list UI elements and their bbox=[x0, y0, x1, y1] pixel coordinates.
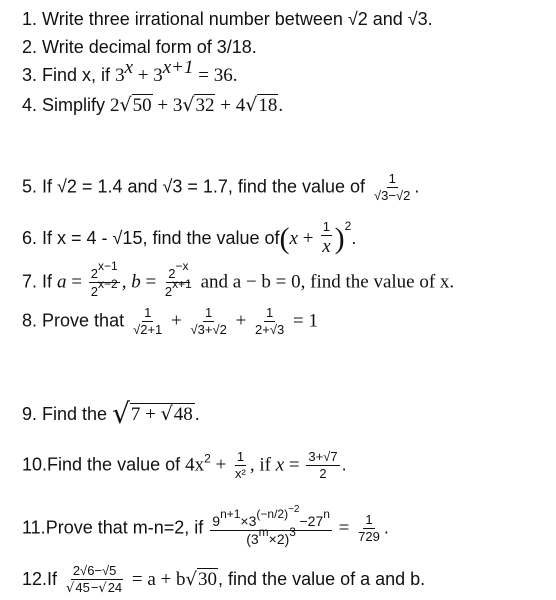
question-12: 12.If $\frac{2√6-√5}{√45-√24}$ = a + b√30, find the value of a and b. bbox=[22, 563, 426, 597]
question-number: 10. bbox=[22, 454, 48, 475]
question-10: 10.Find the value of $4x^2$ + $\frac{1}{\text{x²}}$ , if x = $\frac{3+√7}{2}$ . bbox=[22, 449, 347, 482]
question-text: If √2 = 1.4 and √3 = 1.7, find the value of bbox=[42, 176, 366, 197]
question-text: Write three irrational number between √2 and √3. bbox=[42, 9, 433, 29]
fraction: $\frac{1}{\text{x²}}$ bbox=[235, 449, 246, 482]
question-number: 6. bbox=[22, 227, 38, 248]
question-11: 11.Prove that m-n=2, if $\frac{9^{n+1}\times 3^{(-n/2)^{-2}}-27^n}{(3^m\times 2)^3}$ = $\frac{1}{729}$ . bbox=[22, 504, 389, 548]
question-number: 4. bbox=[22, 95, 38, 115]
question-text: Prove that m-n=2, if bbox=[45, 517, 209, 538]
question-text: If x = 4 - √15, find the value of bbox=[42, 227, 280, 248]
question-text: Write decimal form of 3/18. bbox=[42, 37, 257, 57]
fraction: $\frac{3+√7}{2}$ bbox=[308, 449, 338, 482]
question-number: 8. bbox=[22, 310, 38, 331]
question-text: Simplify bbox=[42, 95, 111, 115]
fraction: $\frac{2^{x-1}}{2^{x-2}}$ bbox=[90, 259, 118, 300]
question-text: If bbox=[42, 271, 58, 292]
question-number: 5. bbox=[22, 176, 38, 197]
question-9: 9. Find the √7 + √48 . bbox=[22, 397, 200, 430]
question-number: 2. bbox=[22, 37, 38, 57]
fraction: $\frac{1}{√2+1}$ bbox=[133, 305, 163, 338]
question-number: 7. bbox=[22, 271, 38, 292]
question-text: Prove that bbox=[42, 310, 125, 331]
math-expression: 7 + √48 bbox=[130, 403, 193, 425]
question-3 bbox=[22, 57, 238, 86]
fraction: $\frac{2^{-x}}{2^{x+1}}$ bbox=[164, 259, 192, 300]
question-number: 12. bbox=[22, 569, 48, 590]
fraction: $\frac{1}{729}$ bbox=[358, 512, 380, 545]
question-7: 7. If a = $\frac{2^{x-1}}{2^{x-2}}$ , b = $\frac{2^{-x}}{2^{x+1}}$ and a − b = 0, find the value of x. bbox=[22, 259, 455, 300]
math-expression: 2√50 + 3√32 + 4√18. bbox=[110, 94, 284, 116]
question-5: 5. If √2 = 1.4 and √3 = 1.7, find the value of $\frac{1}{√3-√2}$ . bbox=[22, 171, 420, 204]
fraction: $\frac{1}{√3+√2}$ bbox=[190, 305, 227, 338]
question-text: Find the value of bbox=[47, 454, 186, 475]
question-number: 1. bbox=[22, 9, 38, 29]
question-text: Find the bbox=[42, 404, 113, 424]
question-number: 11. bbox=[22, 517, 46, 538]
question-6: 6. If x = 4 - √15, find the value of(x + $\frac{1}{x}$ )$^2$. bbox=[22, 218, 357, 258]
fraction: $\frac{9^{n+1}\times 3^{(-n/2)^{-2}}-27^n}{(3^m\times 2)^3}$ bbox=[212, 504, 330, 548]
question-text: Find x, if bbox=[42, 65, 116, 85]
question-text: If bbox=[47, 569, 63, 590]
question-8: 8. Prove that $\frac{1}{√2+1}$ + $\frac{1}{√3+√2}$ + $\frac{1}{2+√3}$ = 1 bbox=[22, 305, 318, 338]
question-4 bbox=[22, 96, 283, 115]
fraction: $\frac{1}{x}$ bbox=[322, 219, 331, 258]
fraction: $\frac{1}{√3-√2}$ bbox=[374, 171, 411, 204]
fraction: $\frac{1}{2+√3}$ bbox=[255, 305, 285, 338]
question-number: 3. bbox=[22, 65, 38, 85]
fraction: $\frac{2√6-√5}{√45-√24}$ bbox=[66, 563, 123, 597]
question-2 bbox=[22, 38, 257, 56]
question-1 bbox=[22, 10, 433, 28]
math-expression: $3^x + 3^{x+1} = 36$. bbox=[115, 57, 238, 86]
question-number: 9. bbox=[22, 404, 38, 424]
